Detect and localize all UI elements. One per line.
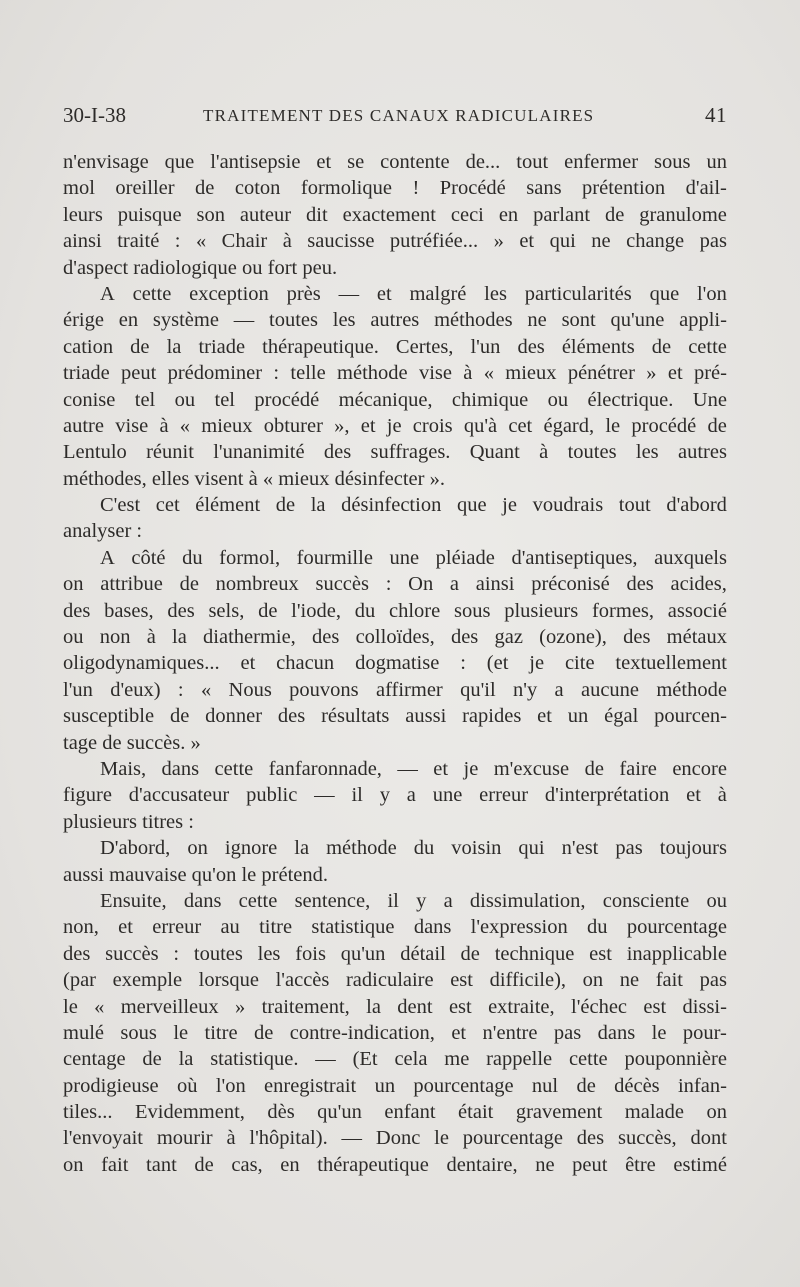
text-line: l'un d'eux) : « Nous pouvons affirmer qu'il n'y a aucune méthode [63, 678, 727, 701]
text-line: des succès : toutes les fois qu'un détail de technique est inapplicable [63, 942, 727, 965]
text-line: Ensuite, dans cette sentence, il y a dissimulation, consciente ou [100, 889, 727, 912]
text-line: leurs puisque son auteur dit exactement ceci en parlant de granulome [63, 203, 727, 226]
text-line: oligodynamiques... et chacun dogmatise : (et je cite textuellement [63, 652, 727, 675]
text-line: Mais, dans cette fanfaronnade, — et je m'excuse de faire encore [100, 757, 727, 780]
text-line: aussi mauvaise qu'on le prétend. [63, 863, 328, 886]
text-line: n'envisage que l'antisepsie et se contente de... tout enfermer sous un [63, 151, 727, 173]
text-line: C'est cet élément de la désinfection que je voudrais tout d'abord [100, 494, 727, 517]
text-line: A côté du formol, fourmille une pléiade d'antiseptiques, auxquels [100, 546, 727, 569]
header-chapter-title: TRAITEMENT DES CANAUX RADICULAIRES [203, 106, 595, 125]
text-line: ainsi traité : « Chair à saucisse putréfiée... » et qui ne change pas [63, 230, 727, 253]
text-line: D'abord, on ignore la méthode du voisin qui n'est pas toujours [100, 837, 727, 860]
text-line: A cette exception près — et malgré les particularités que l'on [100, 282, 727, 305]
text-line: le « merveilleux » traitement, la dent est extraite, l'échec est dissi- [63, 995, 727, 1018]
text-line: érige en système — toutes les autres méthodes ne sont qu'une appli- [63, 309, 727, 332]
text-line: triade peut prédominer : telle méthode vise à « mieux pénétrer » et pré- [63, 362, 727, 385]
text-line: analyser : [63, 520, 143, 543]
text-line: prodigieuse où l'on enregistrait un pourcentage nul de décès infan- [63, 1074, 727, 1097]
text-line: tage de succès. » [63, 731, 201, 754]
text-line: mulé sous le titre de contre-indication, et n'entre pas dans le pour- [63, 1021, 727, 1044]
text-line: tiles... Evidemment, dès qu'un enfant était gravement malade on [63, 1101, 727, 1124]
text-line: mol oreiller de coton formolique ! Procédé sans prétention d'ail- [63, 177, 727, 200]
text-line: cation de la triade thérapeutique. Certes, l'un des éléments de cette [63, 335, 727, 358]
text-line: d'aspect radiologique ou fort peu. [63, 256, 338, 279]
text-line: conise tel ou tel procédé mécanique, chimique ou électrique. Une [63, 388, 727, 411]
text-line: des bases, des sels, de l'iode, du chlore sous plusieurs formes, associé [63, 599, 727, 622]
text-line: Lentulo réunit l'unanimité des suffrages. Quant à toutes les autres [63, 441, 727, 464]
text-line: on fait tant de cas, en thérapeutique dentaire, ne peut être estimé [63, 1153, 727, 1176]
text-line: non, et erreur au titre statistique dans l'expression du pourcentage [63, 916, 727, 939]
body-text [63, 149, 727, 1178]
text-line: (par exemple lorsque l'accès radiculaire est difficile), on ne fait pas [63, 969, 727, 992]
text-line: on attribue de nombreux succès : On a ainsi préconisé des acides, [63, 573, 727, 596]
text-line: centage de la statistique. — (Et cela me rappelle cette pouponnière [63, 1048, 727, 1071]
text-line: figure d'accusateur public — il y a une erreur d'interprétation et à [63, 784, 727, 807]
text-line: ou non à la diathermie, des colloïdes, des gaz (ozone), des métaux [63, 626, 727, 649]
text-line: autre vise à « mieux obturer », et je crois qu'à cet égard, le procédé de [63, 414, 727, 437]
text-line: l'envoyait mourir à l'hôpital). — Donc le pourcentage des succès, dont [63, 1127, 727, 1150]
text-line: plusieurs titres : [63, 810, 194, 833]
text-line: susceptible de donner des résultats aussi rapides et un égal pourcen- [63, 705, 727, 728]
text-line: méthodes, elles visent à « mieux désinfecter ». [63, 467, 445, 490]
header-date-code: 30-I-38 [63, 103, 126, 127]
page-number: 41 [705, 103, 727, 127]
running-header [63, 103, 727, 129]
